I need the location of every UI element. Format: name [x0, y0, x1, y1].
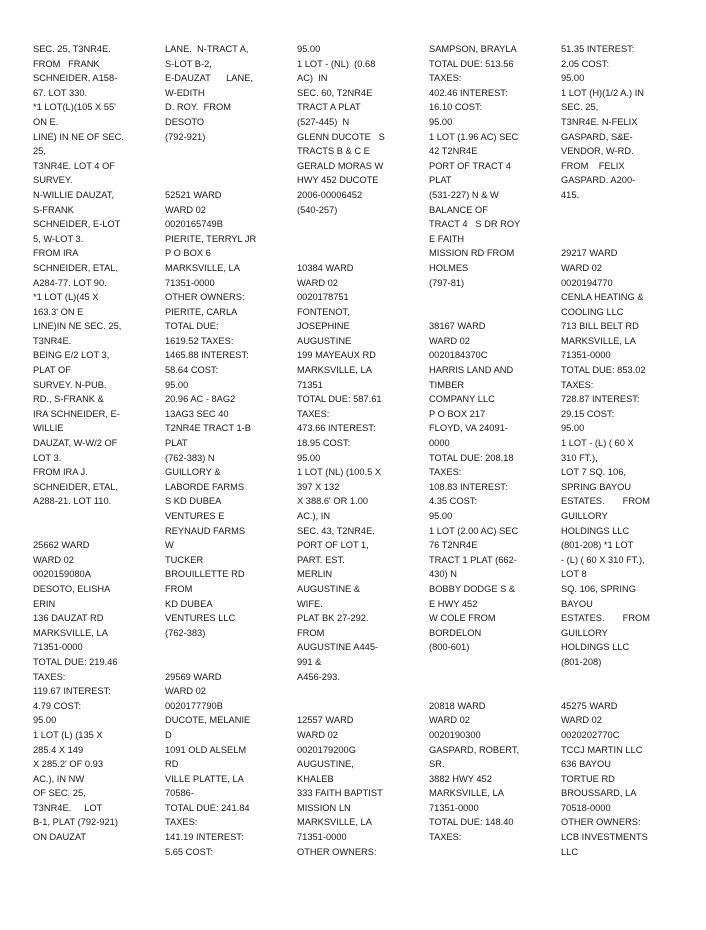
text-line: WARD 02: [33, 554, 74, 565]
text-line: WARD 02: [429, 715, 470, 726]
text-line: WARD 02: [561, 262, 602, 273]
text-line: 12557 WARD: [297, 715, 354, 726]
text-line: 141.19 INTEREST:: [165, 832, 244, 843]
text-line: *1 LOT(L)(105 X 55': [33, 102, 116, 113]
text-line: HWY 452 DUCOTE: [297, 175, 379, 186]
column-2: [165, 42, 293, 859]
text-line: TOTAL DUE: 853.02: [561, 365, 646, 376]
text-line: SURVEY. N-PUB.: [33, 379, 107, 390]
text-line: [297, 217, 425, 232]
text-line: 0020177790B: [165, 700, 223, 711]
text-line: P O BOX 6: [165, 248, 211, 259]
text-line: [33, 509, 161, 524]
text-line: COMPANY LLC: [429, 394, 495, 405]
text-line: 430) N: [429, 569, 457, 580]
text-line: 108.83 INTEREST:: [429, 481, 508, 492]
text-line: ON DAUZAT: [33, 832, 87, 843]
text-line: SEC. 25,: [561, 102, 599, 113]
text-line: ESTATES. FROM: [561, 496, 651, 507]
text-line: HOLMES: [429, 262, 469, 273]
text-line: REYNAUD FARMS: [165, 525, 246, 536]
text-line: 52521 WARD: [165, 189, 222, 200]
text-line: GASPARD, ROBERT,: [429, 744, 520, 755]
text-line: (801-208): [561, 656, 602, 667]
text-line: W COLE FROM: [429, 613, 496, 624]
text-line: [429, 290, 557, 305]
text-line: 415.: [561, 189, 580, 200]
text-line: 13AG3 SEC 40: [165, 408, 229, 419]
text-line: TAXES:: [429, 467, 462, 478]
text-line: MARKSVILLE, LA: [429, 788, 504, 799]
text-line: VENTURES LLC: [165, 613, 236, 624]
text-line: 95.00: [33, 715, 57, 726]
text-line: 95.00: [561, 73, 585, 84]
text-line: D: [165, 729, 172, 740]
text-line: OF SEC. 25,: [33, 788, 86, 799]
text-line: 402.46 INTEREST:: [429, 87, 508, 98]
text-line: FROM: [165, 583, 193, 594]
text-line: FROM IRA: [33, 248, 79, 259]
text-line: HOLDINGS LLC: [561, 642, 630, 653]
text-line: 71351-0000: [165, 277, 215, 288]
text-line: 636 BAYOU: [561, 759, 611, 770]
text-line: PORT OF LOT 1,: [297, 540, 369, 551]
text-line: OTHER OWNERS:: [297, 846, 377, 857]
text-line: 4.79 COST:: [33, 700, 82, 711]
text-line: 713 BILL BELT RD: [561, 321, 639, 332]
text-line: DESOTO: [165, 116, 205, 127]
text-line: VENDOR, W-RD.: [561, 146, 634, 157]
text-line: LABORDE FARMS: [165, 481, 245, 492]
text-line: TORTUE RD: [561, 773, 615, 784]
text-line: 991 &: [297, 656, 322, 667]
text-line: 51.35 INTEREST:: [561, 44, 635, 54]
text-line: E FAITH: [429, 233, 465, 244]
text-line: 333 FAITH BAPTIST: [297, 788, 383, 799]
text-line: SAMPSON, BRAYLA: [429, 44, 517, 54]
text-line: BOBBY DODGE S &: [429, 583, 516, 594]
text-line: 0020159080A: [33, 569, 91, 580]
text-line: 0020179200G: [297, 744, 356, 755]
text-line: LLC: [561, 846, 579, 857]
column-5: [561, 42, 689, 859]
text-line: 5.65 COST:: [165, 846, 214, 857]
text-line: SEC. 25, T3NR4E.: [33, 44, 111, 54]
text-line: [561, 684, 689, 699]
text-line: MARKSVILLE, LA: [561, 335, 636, 346]
text-line: BAYOU: [561, 598, 593, 609]
text-line: PIERITE, TERRYL JR: [165, 233, 257, 244]
text-line: GERALD MORAS W: [297, 160, 384, 171]
text-line: S KD DUBEA: [165, 496, 222, 507]
text-line: N-WILLIE DAUZAT,: [33, 189, 114, 200]
text-line: TIMBER: [429, 379, 465, 390]
text-line: [165, 655, 293, 670]
text-line: A456-293.: [297, 671, 340, 682]
text-line: MERLIN: [297, 569, 333, 580]
text-line: [429, 684, 557, 699]
column-3: [297, 42, 425, 859]
text-line: (762-383) N: [165, 452, 215, 463]
text-line: LOT 3.: [33, 452, 62, 463]
text-line: 119.67 INTEREST:: [33, 686, 111, 697]
text-line: 45275 WARD: [561, 700, 618, 711]
text-line: [561, 232, 689, 247]
text-line: FONTENOT,: [297, 306, 350, 317]
text-line: IRA SCHNEIDER, E-: [33, 408, 120, 419]
text-line: BORDELON: [429, 627, 482, 638]
text-line: X 388.6' OR 1.00: [297, 496, 369, 507]
text-line: SQ. 106, SPRING: [561, 583, 636, 594]
text-line: TAXES:: [429, 73, 462, 84]
text-line: 1 LOT - (L) ( 60 X: [561, 438, 634, 449]
text-line: 95.00: [429, 511, 453, 521]
text-line: B-1, PLAT (792-921): [33, 817, 118, 828]
text-line: 1 LOT (1.96 AC) SEC: [429, 131, 519, 142]
text-line: OTHER OWNERS:: [561, 817, 641, 828]
column-4: [429, 42, 557, 845]
text-line: TOTAL DUE: 219.46: [33, 656, 118, 667]
text-line: BALANCE OF: [429, 204, 488, 215]
text-line: 199 MAYEAUX RD: [297, 350, 376, 361]
text-line: LOT 8: [561, 569, 587, 580]
text-line: 29217 WARD: [561, 248, 618, 259]
text-line: (540-257): [297, 204, 338, 215]
text-line: AC.), IN: [297, 511, 331, 521]
text-line: GASPARD, S&E-: [561, 131, 633, 142]
text-line: VILLE PLATTE, LA: [165, 773, 244, 784]
text-line: 397 X 132: [297, 481, 340, 492]
text-line: ERIN: [33, 598, 56, 609]
text-line: AC.), IN NW: [33, 773, 85, 784]
text-line: T3NR4E. LOT: [33, 802, 103, 813]
text-line: 38167 WARD: [429, 321, 486, 332]
text-line: T3NR4E. LOT 4 OF: [33, 160, 115, 171]
text-line: DESOTO, ELISHA: [33, 583, 111, 594]
text-line: 76 T2NR4E: [429, 540, 478, 551]
text-line: (801-208) *1 LOT: [561, 540, 634, 551]
text-line: *1 LOT (L)(45 X: [33, 292, 99, 303]
text-line: 5, W-LOT 3.: [33, 233, 84, 244]
text-line: T3NR4E.: [33, 335, 72, 346]
text-line: [165, 173, 293, 188]
text-line: 95.00: [297, 452, 321, 463]
text-line: WARD 02: [561, 715, 602, 726]
text-line: TOTAL DUE: 208.18: [429, 452, 514, 463]
text-line: 728.87 INTEREST:: [561, 394, 640, 405]
text-line: GUILLORY: [561, 627, 608, 638]
text-line: 1619.52 TAXES:: [165, 335, 234, 346]
text-line: 2.05 COST:: [561, 58, 610, 69]
text-line: (800-601): [429, 642, 470, 653]
text-line: [165, 640, 293, 655]
text-line: BROUILLETTE RD: [165, 569, 245, 580]
text-line: BROUSSARD, LA: [561, 788, 637, 799]
text-line: FROM: [297, 627, 325, 638]
text-line: TOTAL DUE:: [165, 321, 219, 332]
text-line: E HWY 452: [429, 598, 478, 609]
text-line: PORT OF TRACT 4: [429, 160, 511, 171]
text-line: WILLIE: [33, 423, 64, 434]
text-line: 1 LOT (L) (135 X: [33, 729, 103, 740]
text-line: ON E.: [33, 116, 59, 127]
text-line: 71351: [297, 379, 323, 390]
text-line: GUILLORY &: [165, 467, 221, 478]
text-line: JOSEPHINE: [297, 321, 350, 332]
text-line: PLAT: [429, 175, 452, 186]
text-line: TAXES:: [429, 832, 462, 843]
text-line: TOTAL DUE: 587.61: [297, 394, 382, 405]
text-line: LOT 7 SQ. 106,: [561, 467, 626, 478]
text-line: SR.: [429, 759, 445, 770]
text-line: 1091 OLD ALSELM: [165, 744, 247, 755]
text-line: HOLDINGS LLC: [561, 525, 630, 536]
column-1: [33, 42, 161, 845]
text-line: SCHNEIDER, ETAL,: [33, 262, 119, 273]
text-line: TAXES:: [165, 817, 198, 828]
text-line: W-EDITH: [165, 87, 205, 98]
text-line: 20818 WARD: [429, 700, 486, 711]
text-line: 71351-0000: [33, 642, 83, 653]
text-line: 95.00: [561, 423, 585, 434]
text-line: 71351-0000: [429, 802, 479, 813]
text-line: 25662 WARD: [33, 540, 90, 551]
text-line: LINE)IN NE SEC. 25,: [33, 321, 122, 332]
text-line: 20.96 AC - 8AG2: [165, 394, 236, 405]
text-line: [297, 699, 425, 714]
text-line: A284-77. LOT 90.: [33, 277, 107, 288]
text-line: OTHER OWNERS:: [165, 292, 245, 303]
text-line: - (L) ( 60 X 310 FT.),: [561, 554, 645, 565]
text-line: LCB INVESTMENTS: [561, 832, 648, 843]
text-line: MISSION LN: [297, 802, 351, 813]
text-line: E-DAUZAT LANE,: [165, 73, 253, 84]
text-line: 1 LOT - (NL) (0.68: [297, 58, 376, 69]
text-line: 70518-0000: [561, 802, 611, 813]
text-line: [165, 144, 293, 159]
text-line: SCHNEIDER, ETAL,: [33, 481, 119, 492]
text-line: 95.00: [429, 116, 453, 127]
text-line: WARD 02: [429, 335, 470, 346]
text-line: A288-21. LOT 110.: [33, 496, 112, 507]
text-line: PIERITE, CARLA: [165, 306, 238, 317]
text-line: KHALEB: [297, 773, 334, 784]
text-line: 0020190300: [429, 729, 481, 740]
text-line: MARKSVILLE, LA: [297, 365, 372, 376]
text-line: SEC. 60, T2NR4E: [297, 87, 373, 98]
text-line: LANE. N-TRACT A,: [165, 44, 249, 54]
text-line: TAXES:: [297, 408, 330, 419]
text-line: 1 LOT (H)(1/2 A.) IN: [561, 87, 645, 98]
text-line: 0000: [429, 438, 450, 449]
text-line: WIFE.: [297, 598, 323, 609]
text-line: TRACTS B & C E: [297, 146, 370, 157]
text-line: AUGUSTINE &: [297, 583, 361, 594]
text-line: WARD 02: [297, 277, 338, 288]
text-line: WARD 02: [165, 686, 206, 697]
text-line: 10384 WARD: [297, 262, 354, 273]
text-line: HARRIS LAND AND: [429, 365, 514, 376]
text-line: SPRING BAYOU: [561, 481, 632, 492]
text-line: CENLA HEATING &: [561, 292, 644, 303]
text-line: COOLING LLC: [561, 306, 624, 317]
text-line: S-FRANK: [33, 204, 74, 215]
text-line: (527-445) N: [297, 116, 350, 127]
text-line: 163.3' ON E: [33, 306, 84, 317]
text-line: T2NR4E TRACT 1-B: [165, 423, 251, 434]
text-line: MARKSVILLE, LA: [297, 817, 372, 828]
text-line: PLAT BK 27-292.: [297, 613, 369, 624]
text-line: FROM IRA J.: [33, 467, 88, 478]
text-line: [561, 670, 689, 685]
text-line: WARD 02: [165, 204, 206, 215]
text-line: (792-921): [165, 131, 206, 142]
text-line: [561, 217, 689, 232]
text-line: FROM FRANK: [33, 58, 100, 69]
text-line: [429, 305, 557, 320]
text-line: AUGUSTINE,: [297, 759, 354, 770]
text-line: 42 T2NR4E: [429, 146, 478, 157]
text-line: X 285.2' OF 0.93: [33, 759, 103, 770]
text-line: 16.10 COST:: [429, 102, 483, 113]
text-line: TOTAL DUE: 148.40: [429, 817, 514, 828]
text-line: VENTURES E: [165, 511, 225, 521]
text-line: TOTAL DUE: 513.56: [429, 58, 514, 69]
text-line: [429, 670, 557, 685]
text-line: 2006-00006452: [297, 189, 363, 200]
text-line: 0020165749B: [165, 219, 223, 230]
text-line: MARKSVILLE, LA: [165, 262, 240, 273]
text-line: [297, 232, 425, 247]
text-line: TRACT 4 S DR ROY: [429, 219, 521, 230]
text-line: S-LOT B-2,: [165, 58, 212, 69]
text-line: SURVEY.: [33, 175, 73, 186]
text-line: 58.64 COST:: [165, 365, 219, 376]
text-line: AUGUSTINE A445-: [297, 642, 379, 653]
text-line: 95.00: [165, 379, 189, 390]
text-line: TRACT A PLAT: [297, 102, 361, 113]
text-line: 29569 WARD: [165, 671, 222, 682]
text-line: AC) IN: [297, 73, 328, 84]
text-line: ESTATES. FROM: [561, 613, 651, 624]
text-line: 71351-0000: [561, 350, 611, 361]
text-line: [33, 524, 161, 539]
text-line: BEING E/2 LOT 3,: [33, 350, 110, 361]
text-line: [561, 203, 689, 218]
text-line: AUGUSTINE: [297, 335, 352, 346]
text-line: SCHNEIDER, A158-: [33, 73, 118, 84]
text-line: (531-227) N & W: [429, 189, 499, 200]
text-line: 310 FT.),: [561, 452, 598, 463]
text-line: T3NR4E. N-FELIX: [561, 116, 638, 127]
text-line: GUILLORY: [561, 511, 608, 521]
text-line: (762-383): [165, 627, 206, 638]
text-line: 3882 HWY 452: [429, 773, 492, 784]
text-line: 4.35 COST:: [429, 496, 478, 507]
text-line: GLENN DUCOTE S: [297, 131, 385, 142]
text-line: 29.15 COST:: [561, 408, 615, 419]
text-line: 0020178751: [297, 292, 349, 303]
text-line: 0020194770: [561, 277, 613, 288]
text-line: 18.95 COST:: [297, 438, 351, 449]
text-line: PLAT OF: [33, 365, 71, 376]
text-line: KD DUBEA: [165, 598, 213, 609]
text-line: SCHNEIDER, E-LOT: [33, 219, 121, 230]
text-line: RD: [165, 759, 179, 770]
text-line: FROM FELIX: [561, 160, 625, 171]
text-line: DUCOTE, MELANIE: [165, 715, 251, 726]
text-line: TAXES:: [561, 379, 594, 390]
text-line: RD., S-FRANK &: [33, 394, 104, 405]
text-line: 0020184370C: [429, 350, 488, 361]
text-line: 71351-0000: [297, 832, 347, 843]
text-line: [297, 684, 425, 699]
text-line: 1 LOT (2.00 AC) SEC: [429, 525, 519, 536]
text-line: 0020202770C: [561, 729, 620, 740]
text-line: 70586-: [165, 788, 194, 799]
text-line: 1 LOT (NL) (100.5 X: [297, 467, 382, 478]
text-line: 473.66 INTEREST:: [297, 423, 376, 434]
text-line: DAUZAT, W-W/2 OF: [33, 438, 118, 449]
text-line: TRACT 1 PLAT (662-: [429, 554, 517, 565]
text-line: TAXES:: [33, 671, 66, 682]
text-line: SEC. 43, T2NR4E.: [297, 525, 375, 536]
text-line: W: [165, 540, 174, 551]
text-line: 1465.88 INTEREST:: [165, 350, 249, 361]
text-line: 67. LOT 330.: [33, 87, 88, 98]
text-line: D. ROY. FROM: [165, 102, 231, 113]
text-line: [429, 655, 557, 670]
text-line: P O BOX 217: [429, 408, 486, 419]
text-line: [165, 159, 293, 174]
text-line: FLOYD, VA 24091-: [429, 423, 508, 434]
text-line: GASPARD. A200-: [561, 175, 636, 186]
text-line: [297, 246, 425, 261]
text-line: MISSION RD FROM: [429, 248, 515, 259]
text-line: PART. EST.: [297, 554, 345, 565]
text-line: PLAT: [165, 438, 188, 449]
text-line: TCCJ MARTIN LLC: [561, 744, 643, 755]
text-line: 95.00: [297, 44, 321, 54]
text-line: 136 DAUZAT RD: [33, 613, 104, 624]
text-line: MARKSVILLE, LA: [33, 627, 108, 638]
text-line: TUCKER: [165, 554, 204, 565]
text-line: WARD 02: [297, 729, 338, 740]
text-line: (797-81): [429, 277, 465, 288]
text-line: TOTAL DUE: 241.84: [165, 802, 250, 813]
text-line: 25,: [33, 146, 46, 157]
text-line: 285.4 X 149: [33, 744, 84, 755]
text-line: LINE) IN NE OF SEC.: [33, 131, 124, 142]
